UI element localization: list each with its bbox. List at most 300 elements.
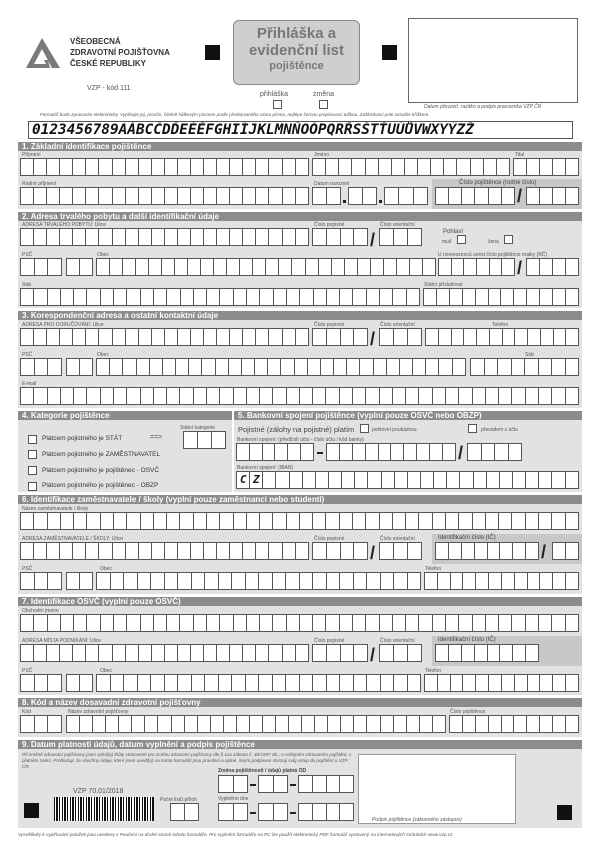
char-cell[interactable] [99, 329, 112, 345]
char-cell[interactable] [273, 675, 287, 691]
char-cell[interactable] [34, 513, 47, 529]
char-cell[interactable] [60, 329, 73, 345]
char-cell[interactable] [207, 513, 220, 529]
char-cell[interactable] [433, 388, 446, 404]
char-cell[interactable] [405, 159, 418, 175]
char-cell[interactable] [300, 513, 313, 529]
char-cell[interactable] [275, 444, 288, 460]
char-cell[interactable] [313, 229, 327, 245]
char-cell[interactable] [553, 289, 566, 305]
char-cell[interactable] [502, 716, 515, 732]
s2-cislo-popisne-field[interactable] [312, 228, 368, 246]
char-cell[interactable] [124, 675, 138, 691]
char-cell[interactable] [393, 615, 406, 631]
char-cell[interactable] [371, 259, 384, 275]
char-cell[interactable] [286, 675, 300, 691]
char-cell[interactable] [21, 159, 34, 175]
jmeno-field[interactable] [312, 158, 510, 176]
char-cell[interactable] [339, 159, 352, 175]
char-cell[interactable] [123, 259, 136, 275]
char-cell[interactable] [406, 388, 419, 404]
char-cell[interactable] [21, 615, 34, 631]
char-cell[interactable] [451, 675, 464, 691]
char-cell[interactable] [385, 188, 399, 204]
char-cell[interactable] [327, 645, 341, 661]
char-cell[interactable] [86, 159, 99, 175]
char-cell[interactable] [87, 289, 100, 305]
char-cell[interactable] [340, 388, 353, 404]
char-cell[interactable] [61, 615, 74, 631]
char-cell[interactable] [366, 388, 379, 404]
char-cell[interactable] [394, 675, 408, 691]
char-cell[interactable] [349, 188, 363, 204]
char-cell[interactable] [316, 472, 329, 488]
char-cell[interactable] [260, 289, 273, 305]
char-cell[interactable] [438, 573, 451, 589]
char-cell[interactable] [287, 388, 300, 404]
char-cell[interactable] [152, 645, 165, 661]
char-cell[interactable] [439, 359, 452, 375]
postovni-checkbox[interactable] [360, 424, 369, 433]
statni-kategorie-field[interactable] [183, 431, 226, 449]
char-cell[interactable] [296, 159, 309, 175]
char-cell[interactable] [540, 188, 553, 204]
char-cell[interactable] [475, 188, 488, 204]
char-cell[interactable] [48, 289, 61, 305]
char-cell[interactable] [34, 615, 47, 631]
char-cell[interactable] [463, 716, 476, 732]
char-cell[interactable] [397, 259, 410, 275]
char-cell[interactable] [80, 359, 93, 375]
char-cell[interactable] [394, 329, 408, 345]
s2-obec-field[interactable] [96, 258, 436, 276]
char-cell[interactable] [167, 289, 180, 305]
s2-psc-field-b[interactable] [66, 258, 93, 276]
char-cell[interactable] [281, 359, 294, 375]
char-cell[interactable] [151, 675, 165, 691]
char-cell[interactable] [127, 513, 140, 529]
char-cell[interactable] [276, 716, 289, 732]
char-cell[interactable] [326, 388, 339, 404]
char-cell[interactable] [220, 513, 233, 529]
char-cell[interactable] [503, 329, 516, 345]
char-cell[interactable] [124, 573, 138, 589]
char-cell[interactable] [227, 259, 240, 275]
char-cell[interactable] [67, 359, 80, 375]
char-cell[interactable] [139, 229, 152, 245]
char-cell[interactable] [394, 229, 408, 245]
char-cell[interactable] [47, 159, 60, 175]
char-cell[interactable] [138, 675, 152, 691]
char-cell[interactable] [114, 289, 127, 305]
zmena-month[interactable] [258, 775, 288, 793]
char-cell[interactable] [99, 229, 112, 245]
char-cell[interactable] [86, 645, 99, 661]
char-cell[interactable] [273, 615, 286, 631]
char-cell[interactable] [21, 259, 35, 275]
char-cell[interactable] [512, 615, 525, 631]
char-cell[interactable] [366, 159, 379, 175]
char-cell[interactable] [554, 329, 567, 345]
char-cell[interactable] [321, 359, 334, 375]
char-cell[interactable] [86, 329, 99, 345]
char-cell[interactable] [216, 359, 229, 375]
char-cell[interactable] [67, 573, 80, 589]
char-cell[interactable] [269, 188, 282, 204]
char-cell[interactable] [185, 716, 198, 732]
char-cell[interactable] [191, 188, 204, 204]
char-cell[interactable] [408, 229, 422, 245]
kod-banky-field[interactable] [467, 443, 522, 461]
char-cell[interactable] [485, 359, 499, 375]
char-cell[interactable] [259, 804, 274, 820]
char-cell[interactable] [498, 359, 512, 375]
char-cell[interactable] [154, 615, 167, 631]
char-cell[interactable] [464, 329, 477, 345]
char-cell[interactable] [60, 188, 73, 204]
pocet-priloh-field[interactable] [170, 803, 199, 821]
char-cell[interactable] [204, 188, 217, 204]
char-cell[interactable] [313, 573, 327, 589]
char-cell[interactable] [476, 675, 489, 691]
char-cell[interactable] [352, 159, 365, 175]
char-cell[interactable] [553, 188, 566, 204]
rodne-prijmeni-field[interactable] [20, 187, 309, 205]
char-cell[interactable] [473, 388, 486, 404]
char-cell[interactable] [74, 388, 87, 404]
char-cell[interactable] [80, 259, 93, 275]
char-cell[interactable] [256, 229, 269, 245]
char-cell[interactable] [113, 188, 126, 204]
char-cell[interactable] [141, 388, 154, 404]
char-cell[interactable] [178, 675, 192, 691]
char-cell[interactable] [87, 388, 100, 404]
char-cell[interactable] [526, 615, 539, 631]
char-cell[interactable] [452, 259, 465, 275]
char-cell[interactable] [367, 289, 380, 305]
char-cell[interactable] [394, 543, 408, 559]
char-cell[interactable] [341, 716, 354, 732]
char-cell[interactable] [101, 289, 114, 305]
char-cell[interactable] [60, 229, 73, 245]
char-cell[interactable] [111, 675, 125, 691]
char-cell[interactable] [501, 289, 514, 305]
char-cell[interactable] [287, 289, 300, 305]
char-cell[interactable] [489, 573, 502, 589]
char-cell[interactable] [302, 716, 315, 732]
char-cell[interactable] [35, 675, 49, 691]
char-cell[interactable] [97, 675, 111, 691]
char-cell[interactable] [99, 188, 112, 204]
char-cell[interactable] [528, 675, 541, 691]
char-cell[interactable] [256, 329, 269, 345]
char-cell[interactable] [101, 615, 114, 631]
char-cell[interactable] [525, 359, 539, 375]
char-cell[interactable] [527, 289, 540, 305]
char-cell[interactable] [119, 716, 132, 732]
char-cell[interactable] [127, 289, 140, 305]
s6-ic-field-b[interactable] [552, 542, 579, 560]
char-cell[interactable] [457, 159, 470, 175]
char-cell[interactable] [566, 188, 579, 204]
char-cell[interactable] [313, 804, 327, 820]
char-cell[interactable] [419, 513, 432, 529]
s3-psc-field-a[interactable] [20, 358, 62, 376]
char-cell[interactable] [126, 543, 139, 559]
char-cell[interactable] [395, 472, 408, 488]
char-cell[interactable] [553, 159, 566, 175]
s6-psc-field-a[interactable] [20, 572, 62, 590]
char-cell[interactable] [419, 388, 432, 404]
char-cell[interactable] [165, 188, 178, 204]
char-cell[interactable] [439, 329, 452, 345]
char-cell[interactable] [450, 716, 463, 732]
char-cell[interactable] [243, 159, 256, 175]
char-cell[interactable] [256, 543, 269, 559]
char-cell[interactable] [234, 513, 247, 529]
char-cell[interactable] [73, 188, 86, 204]
char-cell[interactable] [345, 259, 358, 275]
char-cell[interactable] [423, 259, 436, 275]
char-cell[interactable] [341, 543, 355, 559]
char-cell[interactable] [374, 359, 387, 375]
char-cell[interactable] [152, 188, 165, 204]
char-cell[interactable] [101, 513, 114, 529]
char-cell[interactable] [358, 259, 371, 275]
char-cell[interactable] [279, 259, 292, 275]
char-cell[interactable] [476, 573, 489, 589]
char-cell[interactable] [204, 159, 217, 175]
obchodni-jmeno-field[interactable] [20, 614, 579, 632]
char-cell[interactable] [176, 359, 189, 375]
char-cell[interactable] [80, 675, 93, 691]
char-cell[interactable] [48, 573, 62, 589]
char-cell[interactable] [495, 444, 509, 460]
char-cell[interactable] [527, 159, 540, 175]
char-cell[interactable] [566, 716, 579, 732]
char-cell[interactable] [48, 615, 61, 631]
option-prihlaska-checkbox[interactable] [273, 100, 282, 109]
char-cell[interactable] [417, 444, 430, 460]
datum-narozeni-year[interactable] [384, 187, 428, 205]
char-cell[interactable] [399, 188, 413, 204]
char-cell[interactable] [34, 543, 47, 559]
char-cell[interactable] [34, 329, 47, 345]
char-cell[interactable] [158, 716, 171, 732]
char-cell[interactable] [207, 289, 220, 305]
char-cell[interactable] [171, 804, 185, 820]
prevodem-checkbox[interactable] [468, 424, 477, 433]
char-cell[interactable] [230, 229, 243, 245]
char-cell[interactable] [256, 188, 269, 204]
option-zmena-checkbox[interactable] [319, 100, 328, 109]
char-cell[interactable] [391, 444, 404, 460]
char-cell[interactable] [292, 259, 305, 275]
char-cell[interactable] [283, 645, 296, 661]
char-cell[interactable] [204, 229, 217, 245]
char-cell[interactable] [426, 359, 439, 375]
char-cell[interactable] [246, 573, 260, 589]
char-cell[interactable] [301, 444, 314, 460]
char-cell[interactable] [512, 359, 526, 375]
char-cell[interactable] [21, 229, 34, 245]
char-cell[interactable] [165, 543, 178, 559]
kategorie-obzp-checkbox[interactable] [28, 482, 37, 491]
char-cell[interactable] [290, 472, 303, 488]
char-cell[interactable] [73, 329, 86, 345]
char-cell[interactable] [212, 432, 226, 448]
char-cell[interactable] [110, 359, 123, 375]
char-cell[interactable] [566, 388, 579, 404]
char-cell[interactable] [489, 716, 502, 732]
char-cell[interactable] [296, 645, 309, 661]
char-cell[interactable] [540, 573, 553, 589]
char-cell[interactable] [21, 573, 35, 589]
char-cell[interactable] [243, 188, 256, 204]
char-cell[interactable] [34, 645, 47, 661]
char-cell[interactable] [296, 329, 309, 345]
char-cell[interactable] [340, 444, 353, 460]
char-cell[interactable] [380, 645, 394, 661]
char-cell[interactable] [80, 716, 93, 732]
char-cell[interactable] [553, 543, 566, 559]
char-cell[interactable] [260, 513, 273, 529]
char-cell[interactable] [191, 229, 204, 245]
char-cell[interactable] [313, 776, 327, 792]
char-cell[interactable] [204, 543, 217, 559]
char-cell[interactable] [139, 543, 152, 559]
char-cell[interactable] [229, 359, 242, 375]
char-cell[interactable] [499, 388, 512, 404]
char-cell[interactable] [436, 645, 449, 661]
char-cell[interactable] [283, 229, 296, 245]
char-cell[interactable] [313, 543, 327, 559]
char-cell[interactable] [566, 289, 579, 305]
char-cell[interactable] [201, 259, 214, 275]
char-cell[interactable] [260, 615, 273, 631]
char-cell[interactable] [437, 289, 450, 305]
char-cell[interactable] [139, 329, 152, 345]
char-cell[interactable] [73, 543, 86, 559]
char-cell[interactable] [34, 159, 47, 175]
char-cell[interactable] [515, 573, 528, 589]
char-cell[interactable] [410, 259, 423, 275]
char-cell[interactable] [73, 159, 86, 175]
char-cell[interactable] [313, 388, 326, 404]
char-cell[interactable] [303, 472, 316, 488]
char-cell[interactable] [327, 229, 341, 245]
char-cell[interactable] [149, 259, 162, 275]
char-cell[interactable] [67, 259, 80, 275]
char-cell[interactable] [240, 259, 253, 275]
char-cell[interactable] [488, 645, 501, 661]
char-cell[interactable] [205, 675, 219, 691]
char-cell[interactable] [269, 645, 282, 661]
char-cell[interactable] [300, 615, 313, 631]
char-cell[interactable] [232, 573, 246, 589]
char-cell[interactable] [513, 543, 526, 559]
char-cell[interactable] [113, 159, 126, 175]
char-cell[interactable] [87, 513, 100, 529]
char-cell[interactable] [178, 543, 191, 559]
char-cell[interactable] [288, 444, 301, 460]
char-cell[interactable] [433, 615, 446, 631]
char-cell[interactable] [363, 188, 377, 204]
char-cell[interactable] [354, 645, 368, 661]
char-cell[interactable] [247, 388, 260, 404]
char-cell[interactable] [379, 444, 392, 460]
char-cell[interactable] [433, 716, 446, 732]
char-cell[interactable] [185, 804, 199, 820]
char-cell[interactable] [419, 615, 432, 631]
char-cell[interactable] [114, 615, 127, 631]
char-cell[interactable] [460, 472, 473, 488]
vyplneno-day[interactable] [218, 803, 248, 821]
char-cell[interactable] [260, 388, 273, 404]
char-cell[interactable] [141, 513, 154, 529]
char-cell[interactable] [453, 359, 466, 375]
char-cell[interactable] [230, 188, 243, 204]
char-cell[interactable] [47, 329, 60, 345]
char-cell[interactable] [328, 716, 341, 732]
char-cell[interactable] [141, 289, 154, 305]
char-cell[interactable] [566, 159, 579, 175]
char-cell[interactable] [286, 573, 300, 589]
char-cell[interactable] [127, 615, 140, 631]
char-cell[interactable] [230, 159, 243, 175]
char-cell[interactable] [340, 804, 354, 820]
char-cell[interactable] [394, 716, 407, 732]
char-cell[interactable] [67, 716, 80, 732]
s3-obec-field[interactable] [96, 358, 466, 376]
char-cell[interactable] [253, 259, 266, 275]
char-cell[interactable] [230, 645, 243, 661]
vyplneno-month[interactable] [258, 803, 288, 821]
char-cell[interactable] [527, 716, 540, 732]
char-cell[interactable] [126, 159, 139, 175]
char-cell[interactable] [48, 359, 62, 375]
char-cell[interactable] [487, 472, 500, 488]
char-cell[interactable] [526, 513, 539, 529]
char-cell[interactable] [191, 159, 204, 175]
s3-psc-field-b[interactable] [66, 358, 93, 376]
char-cell[interactable] [449, 188, 462, 204]
char-cell[interactable] [313, 329, 327, 345]
char-cell[interactable] [97, 573, 111, 589]
char-cell[interactable] [566, 259, 579, 275]
char-cell[interactable] [180, 388, 193, 404]
char-cell[interactable] [512, 388, 525, 404]
char-cell[interactable] [446, 513, 459, 529]
cislo-pojistence-part2[interactable] [526, 187, 579, 205]
char-cell[interactable] [246, 675, 260, 691]
char-cell[interactable] [380, 289, 393, 305]
char-cell[interactable] [490, 259, 503, 275]
char-cell[interactable] [436, 188, 449, 204]
char-cell[interactable] [289, 716, 302, 732]
char-cell[interactable] [526, 543, 539, 559]
char-cell[interactable] [334, 359, 347, 375]
char-cell[interactable] [21, 716, 35, 732]
char-cell[interactable] [566, 615, 579, 631]
char-cell[interactable] [553, 259, 566, 275]
char-cell[interactable] [314, 289, 327, 305]
char-cell[interactable] [47, 645, 60, 661]
char-cell[interactable] [276, 472, 289, 488]
char-cell[interactable] [34, 229, 47, 245]
char-cell[interactable] [126, 329, 139, 345]
char-cell[interactable] [434, 472, 447, 488]
